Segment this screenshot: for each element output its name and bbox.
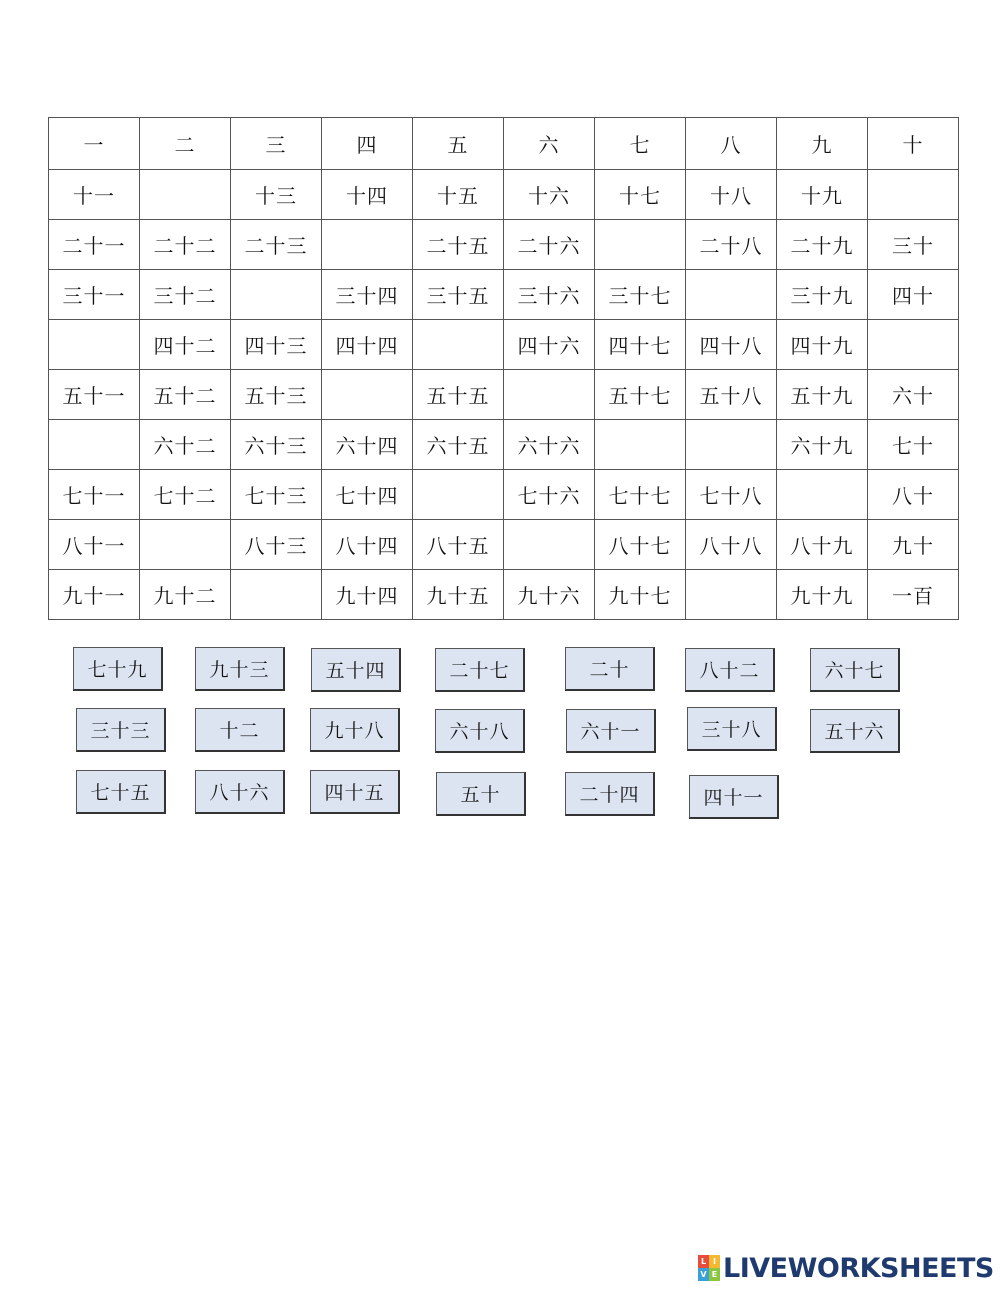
grid-cell: 八十四 <box>322 520 413 570</box>
grid-row <box>49 520 959 570</box>
grid-cell: 四十六 <box>504 320 595 370</box>
grid-cell: 九十六 <box>504 570 595 620</box>
grid-cell: 五十一 <box>49 370 140 420</box>
drop-slot[interactable] <box>322 220 413 270</box>
drop-slot[interactable] <box>868 320 959 370</box>
grid-cell: 七十二 <box>140 470 231 520</box>
liveworksheets-logo <box>698 1252 994 1284</box>
grid-cell: 二十三 <box>231 220 322 270</box>
grid-cell: 五十二 <box>140 370 231 420</box>
drop-slot[interactable] <box>504 370 595 420</box>
grid-row <box>49 270 959 320</box>
grid-cell: 一 <box>49 118 140 170</box>
grid-cell: 五十五 <box>413 370 504 420</box>
grid-cell: 十四 <box>322 170 413 220</box>
answer-tile[interactable]: 十二 <box>195 708 285 752</box>
grid-cell: 九十四 <box>322 570 413 620</box>
grid-cell: 六十三 <box>231 420 322 470</box>
grid-cell: 四十七 <box>595 320 686 370</box>
drop-slot[interactable] <box>140 520 231 570</box>
answer-tile[interactable]: 五十四 <box>311 648 401 692</box>
grid-cell: 四十四 <box>322 320 413 370</box>
grid-cell: 五十七 <box>595 370 686 420</box>
grid-cell: 九十五 <box>413 570 504 620</box>
grid-cell: 八十八 <box>686 520 777 570</box>
answer-tile[interactable]: 九十三 <box>195 647 285 691</box>
grid-row <box>49 118 959 170</box>
answer-tile[interactable]: 六十七 <box>810 648 900 692</box>
grid-cell: 四十九 <box>777 320 868 370</box>
answer-tile[interactable]: 八十二 <box>685 648 775 692</box>
grid-cell: 十一 <box>49 170 140 220</box>
grid-cell: 二十二 <box>140 220 231 270</box>
grid-cell: 十七 <box>595 170 686 220</box>
grid-cell: 二十一 <box>49 220 140 270</box>
drop-slot[interactable] <box>413 320 504 370</box>
grid-cell: 五十九 <box>777 370 868 420</box>
answer-tile[interactable]: 三十三 <box>76 708 166 752</box>
grid-cell: 九十 <box>868 520 959 570</box>
grid-row <box>49 220 959 270</box>
grid-cell: 九十二 <box>140 570 231 620</box>
grid-cell: 九十七 <box>595 570 686 620</box>
grid-cell: 八十 <box>868 470 959 520</box>
drop-slot[interactable] <box>231 570 322 620</box>
grid-cell: 六十六 <box>504 420 595 470</box>
drop-slot[interactable] <box>868 170 959 220</box>
drop-slot[interactable] <box>595 420 686 470</box>
grid-cell: 八 <box>686 118 777 170</box>
grid-cell: 二十八 <box>686 220 777 270</box>
grid-cell: 三十五 <box>413 270 504 320</box>
answer-tile[interactable]: 二十 <box>565 647 655 691</box>
grid-row <box>49 470 959 520</box>
grid-cell: 十 <box>868 118 959 170</box>
answer-tile[interactable]: 九十八 <box>310 708 400 752</box>
grid-cell: 九十九 <box>777 570 868 620</box>
grid-cell: 六十 <box>868 370 959 420</box>
drop-slot[interactable] <box>140 170 231 220</box>
drop-slot[interactable] <box>322 370 413 420</box>
grid-cell: 五十八 <box>686 370 777 420</box>
answer-tile[interactable]: 二十四 <box>565 772 655 816</box>
grid-cell: 三十二 <box>140 270 231 320</box>
answer-tile[interactable]: 七十五 <box>76 770 166 814</box>
drop-slot[interactable] <box>413 470 504 520</box>
drop-slot[interactable] <box>595 220 686 270</box>
number-grid <box>48 117 959 620</box>
answer-tile[interactable]: 二十七 <box>435 648 525 692</box>
grid-cell: 八十一 <box>49 520 140 570</box>
drop-slot[interactable] <box>686 420 777 470</box>
grid-row <box>49 320 959 370</box>
grid-cell: 四十二 <box>140 320 231 370</box>
answer-tile[interactable]: 六十一 <box>566 709 656 753</box>
grid-cell: 七十一 <box>49 470 140 520</box>
grid-cell: 七十三 <box>231 470 322 520</box>
grid-cell: 四 <box>322 118 413 170</box>
grid-cell: 十六 <box>504 170 595 220</box>
grid-cell: 六 <box>504 118 595 170</box>
drop-slot[interactable] <box>231 270 322 320</box>
grid-cell: 六十九 <box>777 420 868 470</box>
grid-cell: 三十九 <box>777 270 868 320</box>
grid-cell: 四十三 <box>231 320 322 370</box>
grid-cell: 八十五 <box>413 520 504 570</box>
answer-tile[interactable]: 三十八 <box>687 707 777 751</box>
grid-cell: 十九 <box>777 170 868 220</box>
grid-row <box>49 170 959 220</box>
answer-tile[interactable]: 五十六 <box>810 709 900 753</box>
grid-cell: 七 <box>595 118 686 170</box>
grid-cell: 七十 <box>868 420 959 470</box>
grid-cell: 七十六 <box>504 470 595 520</box>
live-logo-icon <box>698 1255 720 1281</box>
grid-cell: 四十八 <box>686 320 777 370</box>
grid-cell: 二十六 <box>504 220 595 270</box>
drop-slot[interactable] <box>686 270 777 320</box>
grid-cell: 三十 <box>868 220 959 270</box>
grid-cell: 三 <box>231 118 322 170</box>
grid-cell: 一百 <box>868 570 959 620</box>
grid-cell: 七十八 <box>686 470 777 520</box>
answer-tile[interactable]: 四十一 <box>689 775 779 819</box>
answer-tile[interactable]: 八十六 <box>195 770 285 814</box>
grid-cell: 七十四 <box>322 470 413 520</box>
grid-cell: 十三 <box>231 170 322 220</box>
drop-slot[interactable] <box>49 420 140 470</box>
drop-slot[interactable] <box>504 520 595 570</box>
grid-cell: 二十九 <box>777 220 868 270</box>
grid-cell: 十五 <box>413 170 504 220</box>
grid-row <box>49 370 959 420</box>
grid-cell: 六十二 <box>140 420 231 470</box>
grid-cell: 八十七 <box>595 520 686 570</box>
drop-slot[interactable] <box>49 320 140 370</box>
logo-mark-letter: V <box>698 1268 709 1281</box>
grid-cell: 三十七 <box>595 270 686 320</box>
grid-cell: 八十九 <box>777 520 868 570</box>
drop-slot[interactable] <box>777 470 868 520</box>
logo-mark-letter: L <box>698 1255 709 1268</box>
grid-cell: 十八 <box>686 170 777 220</box>
grid-cell: 四十 <box>868 270 959 320</box>
grid-row <box>49 570 959 620</box>
grid-row <box>49 420 959 470</box>
grid-cell: 九十一 <box>49 570 140 620</box>
grid-cell: 三十六 <box>504 270 595 320</box>
grid-cell: 九 <box>777 118 868 170</box>
grid-cell: 八十三 <box>231 520 322 570</box>
grid-cell: 五 <box>413 118 504 170</box>
answer-tile[interactable]: 七十九 <box>73 647 163 691</box>
grid-cell: 五十三 <box>231 370 322 420</box>
grid-cell: 六十四 <box>322 420 413 470</box>
answer-tile[interactable]: 五十 <box>436 772 526 816</box>
grid-cell: 六十五 <box>413 420 504 470</box>
logo-mark-letter: I <box>709 1255 720 1268</box>
grid-cell: 三十一 <box>49 270 140 320</box>
grid-cell: 七十七 <box>595 470 686 520</box>
grid-cell: 二 <box>140 118 231 170</box>
answer-tile[interactable]: 四十五 <box>310 770 400 814</box>
drop-slot[interactable] <box>686 570 777 620</box>
logo-mark-letter: E <box>709 1268 720 1281</box>
grid-cell: 三十四 <box>322 270 413 320</box>
grid-cell: 二十五 <box>413 220 504 270</box>
logo-text: LIVEWORKSHEETS <box>723 1252 994 1284</box>
answer-tile[interactable]: 六十八 <box>435 709 525 753</box>
